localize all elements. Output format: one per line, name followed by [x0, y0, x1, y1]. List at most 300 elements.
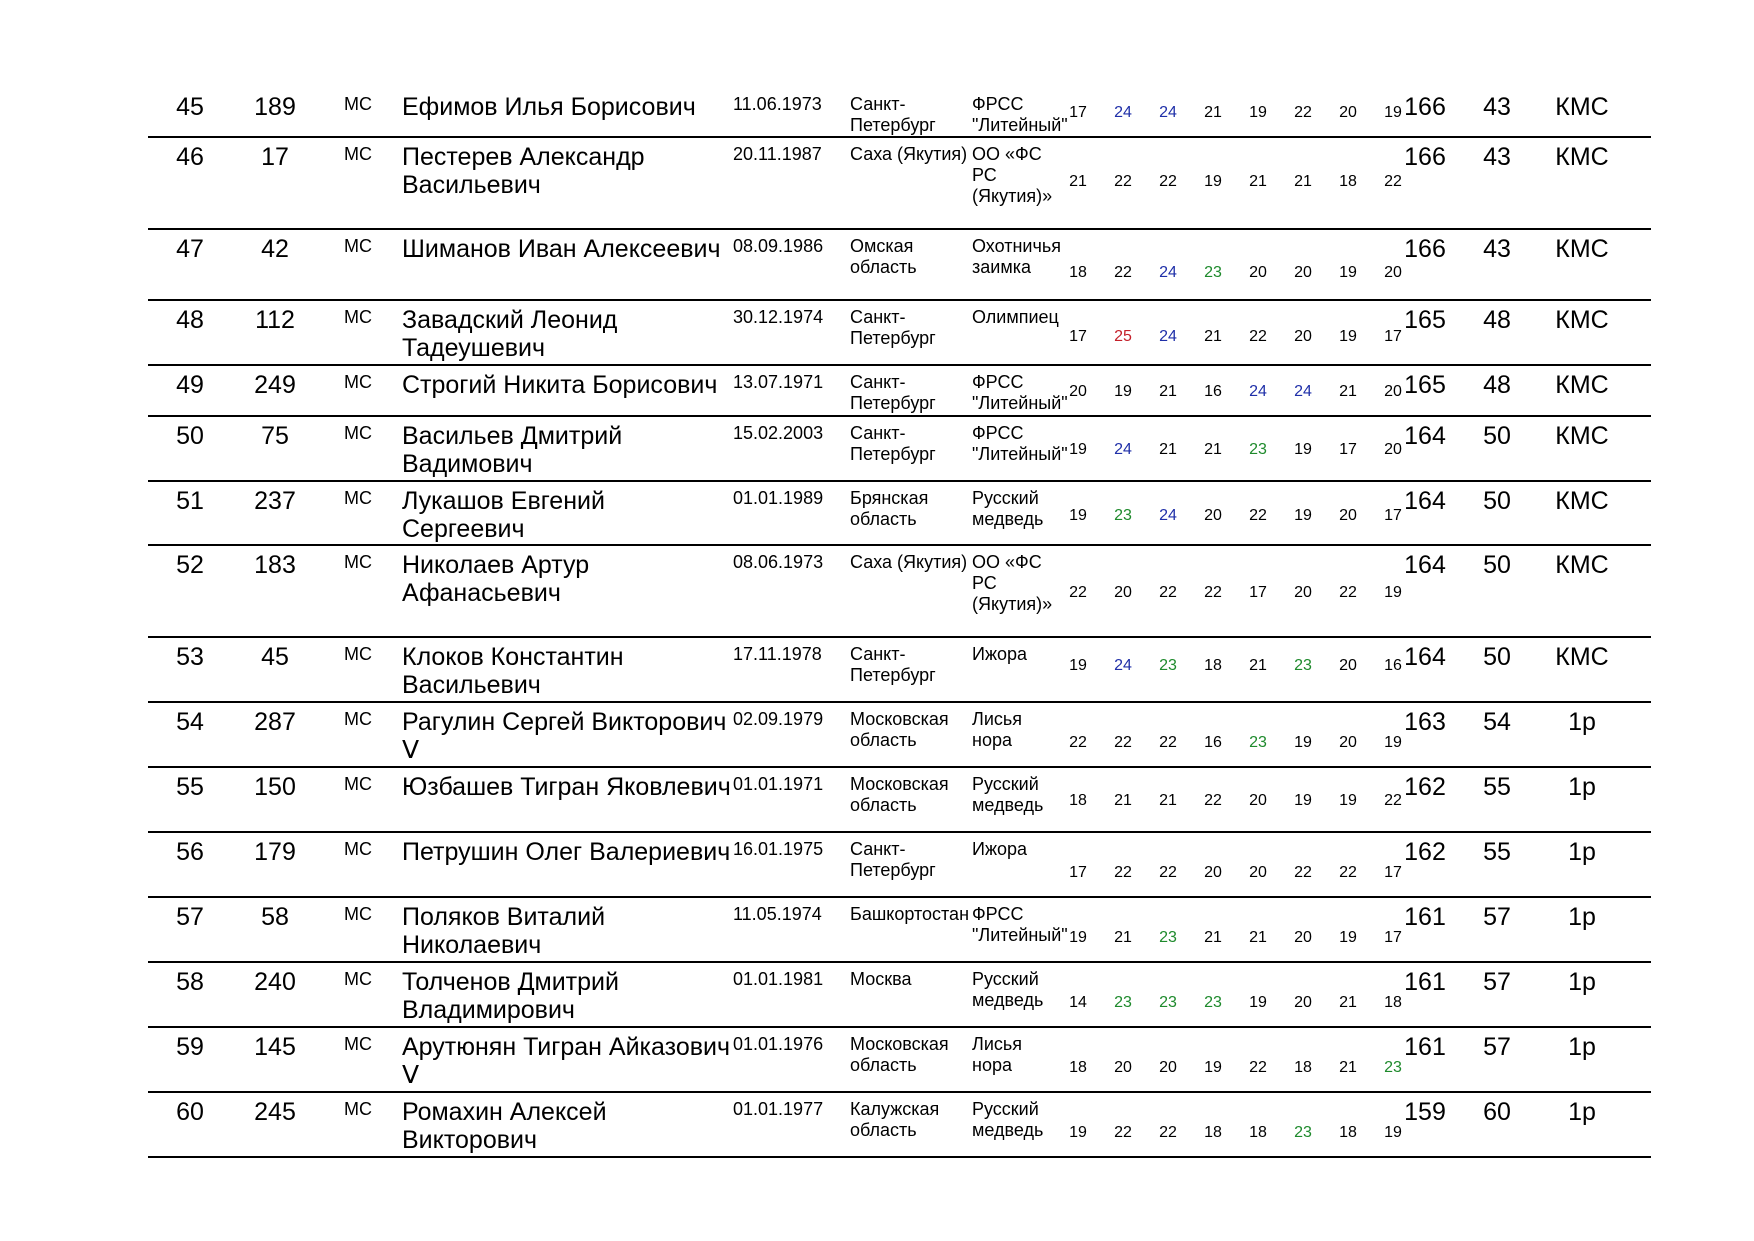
- series-score: 19: [1069, 1124, 1087, 1141]
- series-score: 20: [1294, 264, 1312, 281]
- results-table: [148, 88, 1651, 1158]
- series-score: 22: [1069, 584, 1087, 601]
- series-score: 17: [1069, 864, 1087, 881]
- series-score: 22: [1294, 864, 1312, 881]
- shared-place: 55: [1483, 773, 1511, 801]
- series-score: 21: [1249, 929, 1267, 946]
- qualification: КМС: [1555, 422, 1609, 450]
- athlete-rank: МС: [344, 552, 372, 572]
- series-score: 20: [1249, 264, 1267, 281]
- athlete-rank: МС: [344, 144, 372, 164]
- table-row: [148, 833, 1651, 898]
- series-score: 22: [1339, 584, 1357, 601]
- total-score: 166: [1404, 93, 1446, 121]
- series-score: 17: [1384, 328, 1402, 345]
- qualification: КМС: [1555, 306, 1609, 334]
- series-score: 24: [1159, 507, 1177, 524]
- series-score: 24: [1159, 264, 1177, 281]
- result-place: 53: [176, 643, 204, 671]
- region: Саха (Якутия): [850, 144, 968, 164]
- result-place: 58: [176, 968, 204, 996]
- club: ФРСС "Литейный": [972, 904, 1068, 945]
- series-score: 20: [1294, 994, 1312, 1011]
- series-score: 22: [1114, 734, 1132, 751]
- series-score: 20: [1069, 383, 1087, 400]
- club: Ижора: [972, 644, 1028, 664]
- athlete-name: Толченов Дмитрий Владимирович: [402, 968, 619, 1024]
- total-score: 161: [1404, 968, 1446, 996]
- athlete-rank: МС: [344, 904, 372, 924]
- series-score: 20: [1339, 104, 1357, 121]
- region: Брянская область: [850, 488, 929, 529]
- series-score: 16: [1204, 734, 1222, 751]
- series-score: 24: [1249, 383, 1267, 400]
- series-score: 20: [1294, 328, 1312, 345]
- club: Ижора: [972, 839, 1028, 859]
- series-score: 20: [1384, 264, 1402, 281]
- series-score: 23: [1159, 929, 1177, 946]
- series-score: 21: [1204, 104, 1222, 121]
- series-score: 22: [1249, 507, 1267, 524]
- birth-date: 01.01.1976: [733, 1034, 824, 1054]
- series-score: 22: [1339, 864, 1357, 881]
- series-score: 22: [1114, 1124, 1132, 1141]
- series-score: 22: [1249, 328, 1267, 345]
- bib-number: 58: [261, 903, 289, 931]
- series-score: 17: [1069, 328, 1087, 345]
- shared-place: 57: [1483, 903, 1511, 931]
- series-score: 20: [1159, 1059, 1177, 1076]
- region: Санкт-Петербург: [850, 94, 936, 135]
- result-place: 55: [176, 773, 204, 801]
- series-score: 20: [1114, 1059, 1132, 1076]
- series-score: 21: [1159, 383, 1177, 400]
- shared-place: 48: [1483, 306, 1511, 334]
- series-score: 24: [1159, 104, 1177, 121]
- bib-number: 179: [254, 838, 296, 866]
- series-score: 24: [1114, 657, 1132, 674]
- series-score: 21: [1159, 441, 1177, 458]
- table-row: [148, 898, 1651, 963]
- series-score: 21: [1069, 173, 1087, 190]
- series-score: 19: [1294, 507, 1312, 524]
- series-score: 21: [1204, 441, 1222, 458]
- series-score: 18: [1069, 1059, 1087, 1076]
- athlete-name: Васильев Дмитрий Вадимович: [402, 422, 623, 478]
- total-score: 161: [1404, 903, 1446, 931]
- qualification: 1р: [1568, 903, 1596, 931]
- series-score: 19: [1339, 792, 1357, 809]
- region: Московская область: [850, 709, 949, 750]
- birth-date: 30.12.1974: [733, 307, 824, 327]
- series-score: 19: [1204, 173, 1222, 190]
- result-place: 46: [176, 143, 204, 171]
- series-score: 21: [1204, 929, 1222, 946]
- series-score: 19: [1249, 994, 1267, 1011]
- birth-date: 01.01.1989: [733, 488, 824, 508]
- series-score: 23: [1294, 1124, 1312, 1141]
- series-score: 14: [1069, 994, 1087, 1011]
- series-score: 23: [1159, 657, 1177, 674]
- series-score: 17: [1069, 104, 1087, 121]
- series-score: 20: [1339, 657, 1357, 674]
- series-score: 24: [1114, 104, 1132, 121]
- region: Москва: [850, 969, 912, 989]
- result-place: 47: [176, 235, 204, 263]
- series-score: 22: [1114, 173, 1132, 190]
- series-score: 22: [1159, 734, 1177, 751]
- athlete-name: Завадский Леонид Тадеушевич: [402, 306, 618, 362]
- series-score: 23: [1294, 657, 1312, 674]
- qualification: КМС: [1555, 235, 1609, 263]
- result-place: 59: [176, 1033, 204, 1061]
- qualification: 1р: [1568, 1098, 1596, 1126]
- region: Санкт-Петербург: [850, 644, 936, 685]
- series-score: 24: [1114, 441, 1132, 458]
- series-score: 21: [1249, 173, 1267, 190]
- series-score: 18: [1069, 792, 1087, 809]
- series-score: 23: [1159, 994, 1177, 1011]
- series-score: 21: [1339, 994, 1357, 1011]
- table-row: [148, 1028, 1651, 1093]
- series-score: 17: [1249, 584, 1267, 601]
- total-score: 163: [1404, 708, 1446, 736]
- result-place: 57: [176, 903, 204, 931]
- total-score: 164: [1404, 551, 1446, 579]
- table-row: [148, 366, 1651, 417]
- series-score: 21: [1249, 657, 1267, 674]
- total-score: 164: [1404, 487, 1446, 515]
- shared-place: 57: [1483, 1033, 1511, 1061]
- series-score: 19: [1384, 584, 1402, 601]
- series-score: 20: [1384, 383, 1402, 400]
- series-score: 17: [1384, 507, 1402, 524]
- region: Калужская область: [850, 1099, 940, 1140]
- shared-place: 57: [1483, 968, 1511, 996]
- athlete-name: Рагулин Сергей Викторович ᐯ: [402, 708, 727, 764]
- bib-number: 75: [261, 422, 289, 450]
- qualification: 1р: [1568, 708, 1596, 736]
- bib-number: 240: [254, 968, 296, 996]
- total-score: 165: [1404, 371, 1446, 399]
- shared-place: 54: [1483, 708, 1511, 736]
- bib-number: 145: [254, 1033, 296, 1061]
- athlete-rank: МС: [344, 488, 372, 508]
- table-row: [148, 230, 1651, 301]
- series-score: 24: [1159, 328, 1177, 345]
- series-score: 19: [1384, 734, 1402, 751]
- total-score: 159: [1404, 1098, 1446, 1126]
- bib-number: 17: [261, 143, 289, 171]
- athlete-rank: МС: [344, 644, 372, 664]
- series-score: 19: [1384, 104, 1402, 121]
- athlete-rank: МС: [344, 1034, 372, 1054]
- series-score: 22: [1204, 584, 1222, 601]
- region: Санкт-Петербург: [850, 372, 936, 413]
- athlete-name: Ефимов Илья Борисович: [402, 93, 696, 121]
- athlete-rank: МС: [344, 307, 372, 327]
- club: Русский медведь: [972, 774, 1044, 815]
- region: Санкт-Петербург: [850, 423, 936, 464]
- series-score: 22: [1204, 792, 1222, 809]
- series-score: 16: [1384, 657, 1402, 674]
- total-score: 166: [1404, 143, 1446, 171]
- region: Московская область: [850, 774, 949, 815]
- bib-number: 189: [254, 93, 296, 121]
- series-score: 21: [1339, 1059, 1357, 1076]
- table-row: [148, 482, 1651, 546]
- shared-place: 43: [1483, 143, 1511, 171]
- shared-place: 50: [1483, 551, 1511, 579]
- series-score: 19: [1069, 657, 1087, 674]
- athlete-name: Лукашов Евгений Сергеевич: [402, 487, 605, 543]
- series-score: 17: [1384, 929, 1402, 946]
- series-score: 20: [1339, 734, 1357, 751]
- club: Русский медведь: [972, 1099, 1044, 1140]
- series-score: 20: [1294, 929, 1312, 946]
- athlete-rank: МС: [344, 423, 372, 443]
- qualification: 1р: [1568, 838, 1596, 866]
- series-score: 19: [1294, 441, 1312, 458]
- qualification: КМС: [1555, 93, 1609, 121]
- athlete-name: Клоков Константин Васильевич: [402, 643, 624, 699]
- result-place: 49: [176, 371, 204, 399]
- athlete-rank: МС: [344, 372, 372, 392]
- shared-place: 50: [1483, 487, 1511, 515]
- athlete-name: Юзбашев Тигран Яковлевич: [402, 773, 731, 801]
- series-score: 25: [1114, 328, 1132, 345]
- series-score: 19: [1339, 264, 1357, 281]
- series-score: 23: [1249, 734, 1267, 751]
- birth-date: 11.05.1974: [733, 904, 822, 924]
- series-score: 20: [1294, 584, 1312, 601]
- total-score: 161: [1404, 1033, 1446, 1061]
- shared-place: 55: [1483, 838, 1511, 866]
- table-row: [148, 546, 1651, 638]
- athlete-rank: МС: [344, 774, 372, 794]
- athlete-rank: МС: [344, 839, 372, 859]
- series-score: 19: [1294, 792, 1312, 809]
- series-score: 18: [1339, 1124, 1357, 1141]
- club: ФРСС "Литейный": [972, 423, 1068, 464]
- series-score: 17: [1339, 441, 1357, 458]
- qualification: КМС: [1555, 643, 1609, 671]
- result-place: 56: [176, 838, 204, 866]
- athlete-name: Пестерев Александр Васильевич: [402, 143, 645, 199]
- result-place: 50: [176, 422, 204, 450]
- qualification: КМС: [1555, 371, 1609, 399]
- athlete-name: Николаев Артур Афанасьевич: [402, 551, 590, 607]
- athlete-name: Арутюнян Тигран Айказович ᐯ: [402, 1033, 731, 1089]
- series-score: 20: [1249, 864, 1267, 881]
- total-score: 162: [1404, 773, 1446, 801]
- series-score: 22: [1159, 1124, 1177, 1141]
- series-score: 18: [1204, 1124, 1222, 1141]
- series-score: 21: [1294, 173, 1312, 190]
- result-place: 45: [176, 93, 204, 121]
- birth-date: 15.02.2003: [733, 423, 824, 443]
- bib-number: 249: [254, 371, 296, 399]
- birth-date: 20.11.1987: [733, 144, 822, 164]
- series-score: 19: [1069, 441, 1087, 458]
- table-row: [148, 768, 1651, 833]
- series-score: 19: [1339, 929, 1357, 946]
- series-score: 16: [1204, 383, 1222, 400]
- series-score: 18: [1384, 994, 1402, 1011]
- bib-number: 287: [254, 708, 296, 736]
- bib-number: 45: [261, 643, 289, 671]
- series-score: 23: [1114, 994, 1132, 1011]
- series-score: 23: [1114, 507, 1132, 524]
- athlete-rank: МС: [344, 94, 372, 114]
- result-place: 54: [176, 708, 204, 736]
- series-score: 22: [1294, 104, 1312, 121]
- qualification: КМС: [1555, 143, 1609, 171]
- series-score: 20: [1249, 792, 1267, 809]
- total-score: 164: [1404, 643, 1446, 671]
- series-score: 19: [1294, 734, 1312, 751]
- shared-place: 43: [1483, 235, 1511, 263]
- club: ФРСС "Литейный": [972, 372, 1068, 413]
- series-score: 23: [1249, 441, 1267, 458]
- athlete-name: Поляков Виталий Николаевич: [402, 903, 606, 959]
- result-place: 51: [176, 487, 204, 515]
- series-score: 22: [1159, 173, 1177, 190]
- series-score: 22: [1159, 584, 1177, 601]
- shared-place: 50: [1483, 422, 1511, 450]
- table-row: [148, 88, 1651, 138]
- series-score: 18: [1204, 657, 1222, 674]
- series-score: 22: [1159, 864, 1177, 881]
- table-row: [148, 963, 1651, 1028]
- region: Московская область: [850, 1034, 949, 1075]
- table-row: [148, 638, 1651, 703]
- series-score: 21: [1159, 792, 1177, 809]
- bib-number: 245: [254, 1098, 296, 1126]
- club: Лисья нора: [972, 1034, 1022, 1075]
- club: Охотничья заимка: [972, 236, 1061, 277]
- qualification: 1р: [1568, 968, 1596, 996]
- birth-date: 11.06.1973: [733, 94, 822, 114]
- club: ОО «ФС РС (Якутия)»: [972, 552, 1053, 614]
- region: Санкт-Петербург: [850, 839, 936, 880]
- series-score: 20: [1114, 584, 1132, 601]
- birth-date: 02.09.1979: [733, 709, 824, 729]
- birth-date: 17.11.1978: [733, 644, 822, 664]
- region: Санкт-Петербург: [850, 307, 936, 348]
- athlete-rank: МС: [344, 969, 372, 989]
- series-score: 18: [1339, 173, 1357, 190]
- series-score: 19: [1249, 104, 1267, 121]
- series-score: 21: [1114, 792, 1132, 809]
- qualification: 1р: [1568, 1033, 1596, 1061]
- birth-date: 16.01.1975: [733, 839, 824, 859]
- table-row: [148, 417, 1651, 482]
- total-score: 165: [1404, 306, 1446, 334]
- shared-place: 48: [1483, 371, 1511, 399]
- athlete-name: Ромахин Алексей Викторович: [402, 1098, 607, 1154]
- table-row: [148, 1093, 1651, 1158]
- series-score: 19: [1069, 929, 1087, 946]
- series-score: 21: [1114, 929, 1132, 946]
- region: Омская область: [850, 236, 917, 277]
- bib-number: 150: [254, 773, 296, 801]
- series-score: 23: [1204, 994, 1222, 1011]
- series-score: 21: [1339, 383, 1357, 400]
- table-row: [148, 301, 1651, 366]
- series-score: 19: [1384, 1124, 1402, 1141]
- club: Лисья нора: [972, 709, 1022, 750]
- series-score: 18: [1249, 1124, 1267, 1141]
- birth-date: 08.09.1986: [733, 236, 824, 256]
- qualification: КМС: [1555, 551, 1609, 579]
- series-score: 18: [1294, 1059, 1312, 1076]
- bib-number: 112: [255, 306, 295, 334]
- athlete-name: Петрушин Олег Валериевич: [402, 838, 731, 866]
- region: Саха (Якутия): [850, 552, 968, 572]
- qualification: 1р: [1568, 773, 1596, 801]
- total-score: 162: [1404, 838, 1446, 866]
- birth-date: 08.06.1973: [733, 552, 824, 572]
- qualification: КМС: [1555, 487, 1609, 515]
- series-score: 19: [1114, 383, 1132, 400]
- club: Олимпиец: [972, 307, 1059, 327]
- shared-place: 50: [1483, 643, 1511, 671]
- region: Башкортостан: [850, 904, 970, 924]
- series-score: 20: [1204, 507, 1222, 524]
- bib-number: 237: [254, 487, 296, 515]
- result-place: 60: [176, 1098, 204, 1126]
- birth-date: 01.01.1981: [733, 969, 824, 989]
- table-row: [148, 703, 1651, 768]
- birth-date: 13.07.1971: [733, 372, 824, 392]
- series-score: 19: [1339, 328, 1357, 345]
- total-score: 166: [1404, 235, 1446, 263]
- shared-place: 60: [1483, 1098, 1511, 1126]
- club: ФРСС "Литейный": [972, 94, 1068, 135]
- athlete-rank: МС: [344, 1099, 372, 1119]
- series-score: 19: [1069, 507, 1087, 524]
- birth-date: 01.01.1971: [733, 774, 824, 794]
- result-place: 52: [176, 551, 204, 579]
- athlete-name: Строгий Никита Борисович: [402, 371, 718, 399]
- series-score: 19: [1204, 1059, 1222, 1076]
- club: Русский медведь: [972, 969, 1044, 1010]
- series-score: 20: [1204, 864, 1222, 881]
- series-score: 20: [1384, 441, 1402, 458]
- series-score: 22: [1114, 864, 1132, 881]
- series-score: 20: [1339, 507, 1357, 524]
- athlete-rank: МС: [344, 709, 372, 729]
- birth-date: 01.01.1977: [733, 1099, 824, 1119]
- club: ОО «ФС РС (Якутия)»: [972, 144, 1053, 206]
- series-score: 22: [1114, 264, 1132, 281]
- athlete-rank: МС: [344, 236, 372, 256]
- series-score: 17: [1384, 864, 1402, 881]
- series-score: 24: [1294, 383, 1312, 400]
- club: Русский медведь: [972, 488, 1044, 529]
- total-score: 164: [1404, 422, 1446, 450]
- bib-number: 183: [254, 551, 296, 579]
- series-score: 21: [1204, 328, 1222, 345]
- series-score: 22: [1384, 173, 1402, 190]
- series-score: 23: [1204, 264, 1222, 281]
- series-score: 22: [1069, 734, 1087, 751]
- result-place: 48: [176, 306, 204, 334]
- series-score: 22: [1384, 792, 1402, 809]
- series-score: 22: [1249, 1059, 1267, 1076]
- shared-place: 43: [1483, 93, 1511, 121]
